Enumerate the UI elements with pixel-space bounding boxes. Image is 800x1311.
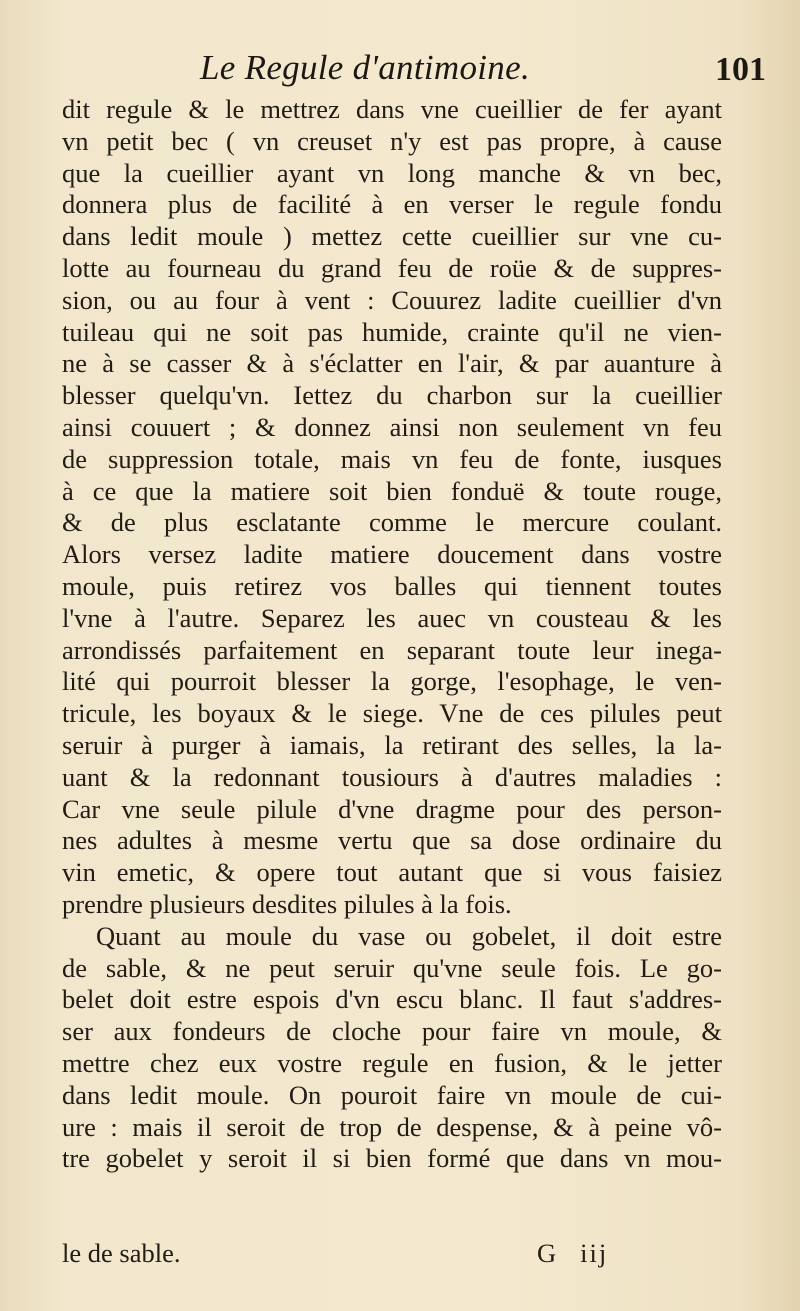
text-line: sion, ou au four à vent : Couurez ladite cueillier d'vn	[62, 284, 722, 315]
text-line: dans ledit moule ) mettez cette cueillier sur vne cu-	[62, 221, 722, 252]
text-line: que la cueillier ayant vn long manche & vn bec,	[62, 157, 722, 188]
text-line: & de plus esclatante comme le mercure coulant.	[62, 507, 722, 538]
text-line: de sable, & ne peut seruir qu'vne seule fois. Le go-	[62, 952, 722, 983]
text-line: ure : mais il seroit de trop de despense, & à peine vô-	[62, 1111, 722, 1142]
text-line: vn petit bec ( vn creuset n'y est pas propre, à cause	[62, 125, 722, 156]
signature-number: iij	[580, 1238, 609, 1268]
text-line: Alors versez ladite matiere doucement dans vostre	[62, 539, 722, 570]
text-line: nes adultes à mesme vertu que sa dose ordinaire du	[62, 825, 722, 856]
text-line: moule, puis retirez vos balles qui tiennent toutes	[62, 570, 722, 601]
text-line: de suppression totale, mais vn feu de fonte, iusques	[62, 443, 722, 474]
text-line: tuileau qui ne soit pas humide, crainte qu'il ne vien-	[62, 316, 722, 347]
text-line: mettre chez eux vostre regule en fusion, & le jetter	[62, 1047, 722, 1078]
text-line: dans ledit moule. On pouroit faire vn moule de cui-	[62, 1079, 722, 1110]
text-line: arrondissés parfaitement en separant toute leur inega-	[62, 634, 722, 665]
text-line: ne à se casser & à s'éclatter en l'air, & par auanture à	[62, 348, 722, 379]
page-header	[0, 48, 800, 96]
text-line: donnera plus de facilité à en verser le regule fondu	[62, 189, 722, 220]
page-footer	[62, 1238, 722, 1270]
text-line: dit regule & le mettrez dans vne cueillier de fer ayant	[62, 94, 722, 124]
text-line: seruir à purger à iamais, la retirant des selles, la la-	[62, 729, 722, 760]
text-line: tricule, les boyaux & le siege. Vne de ces pilules peut	[62, 698, 722, 729]
signature-letter: G	[537, 1238, 559, 1268]
text-line: ainsi couuert ; & donnez ainsi non seulement vn feu	[62, 411, 722, 442]
text-line: lité qui pourroit blesser la gorge, l'esophage, le ven-	[62, 666, 722, 697]
text-line: vin emetic, & opere tout autant que si vous faisiez	[62, 857, 722, 888]
running-title: Le Regule d'antimoine.	[200, 48, 530, 87]
text-line: lotte au fourneau du grand feu de roüe & de suppres-	[62, 252, 722, 283]
text-line: l'vne à l'autre. Separez les auec vn cousteau & les	[62, 602, 722, 633]
text-line: tre gobelet y seroit il si bien formé que dans vn mou-	[62, 1143, 722, 1174]
text-line: blesser quelqu'vn. Iettez du charbon sur la cueillier	[62, 380, 722, 411]
text-line: prendre plusieurs desdites pilules à la fois.	[62, 888, 512, 919]
text-line: ser aux fondeurs de cloche pour faire vn moule, &	[62, 1016, 722, 1047]
text-line: uant & la redonnant tousiours à d'autres maladies :	[62, 761, 722, 792]
signature-mark	[537, 1238, 608, 1269]
final-text-line: le de sable.	[62, 1238, 181, 1268]
text-line: Car vne seule pilule d'vne dragme pour des person-	[62, 793, 722, 824]
page-number: 101	[715, 51, 766, 88]
paragraph-start-line: Quant au moule du vase ou gobelet, il doit estre	[96, 920, 722, 951]
text-line: belet doit estre espois d'vn escu blanc. Il faut s'addres-	[62, 984, 722, 1015]
body-text	[62, 94, 722, 1175]
text-line: à ce que la matiere soit bien fonduë & toute rouge,	[62, 475, 722, 506]
